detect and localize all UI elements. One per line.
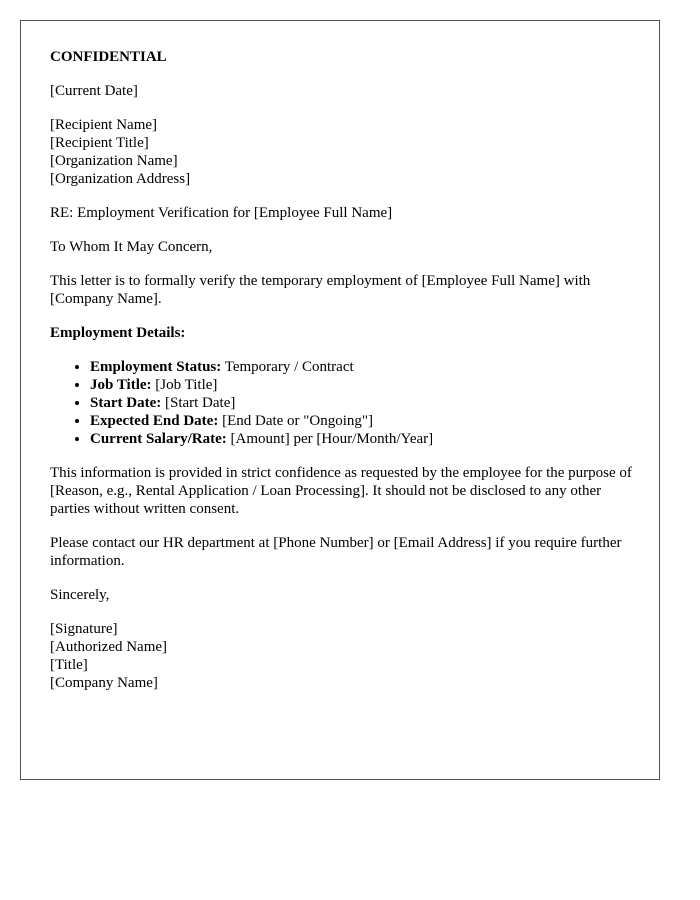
signature-block	[50, 620, 640, 692]
list-item	[90, 430, 640, 448]
detail-value: [Amount] per [Hour/Month/Year]	[226, 431, 434, 447]
salutation: To Whom It May Concern,	[50, 239, 213, 255]
subject-line: RE: Employment Verification for [Employee Full Name]	[50, 205, 393, 221]
letter-date: [Current Date]	[50, 83, 138, 99]
details-heading: Employment Details:	[50, 325, 186, 341]
confidentiality-paragraph: This information is provided in strict confidence as requested by the employee for the purpose of [Reason, e.g., Rental Application / Loan Processing]. It should not be disclosed to any other parties without written consent.	[50, 465, 632, 517]
intro-paragraph: This letter is to formally verify the temporary employment of [Employee Full Name] with [Company Name].	[50, 273, 591, 307]
signer-title: [Title]	[50, 657, 88, 673]
list-item	[90, 376, 640, 394]
closing: Sincerely,	[50, 587, 110, 603]
detail-value: [Start Date]	[161, 395, 236, 411]
recipient-title: [Recipient Title]	[50, 135, 149, 151]
letter-body	[50, 48, 640, 708]
recipient-block	[50, 116, 640, 188]
detail-label: Job Title:	[90, 377, 152, 393]
letter-page	[20, 20, 660, 780]
authorized-name: [Authorized Name]	[50, 639, 168, 655]
detail-value: [Job Title]	[151, 377, 218, 393]
detail-label: Current Salary/Rate:	[90, 431, 227, 447]
detail-label: Start Date:	[90, 395, 162, 411]
list-item	[90, 394, 640, 412]
confidential-heading: CONFIDENTIAL	[50, 49, 167, 65]
recipient-address: [Organization Address]	[50, 171, 191, 187]
signer-company: [Company Name]	[50, 675, 158, 691]
recipient-organization: [Organization Name]	[50, 153, 178, 169]
signature-placeholder: [Signature]	[50, 621, 118, 637]
list-item	[90, 412, 640, 430]
recipient-name: [Recipient Name]	[50, 117, 158, 133]
detail-label: Employment Status:	[90, 359, 222, 375]
details-list	[50, 358, 640, 448]
list-item	[90, 358, 640, 376]
detail-value: [End Date or "Ongoing"]	[218, 413, 374, 429]
contact-paragraph: Please contact our HR department at [Phone Number] or [Email Address] if you require further information.	[50, 535, 622, 569]
detail-label: Expected End Date:	[90, 413, 219, 429]
detail-value: Temporary / Contract	[221, 359, 354, 375]
